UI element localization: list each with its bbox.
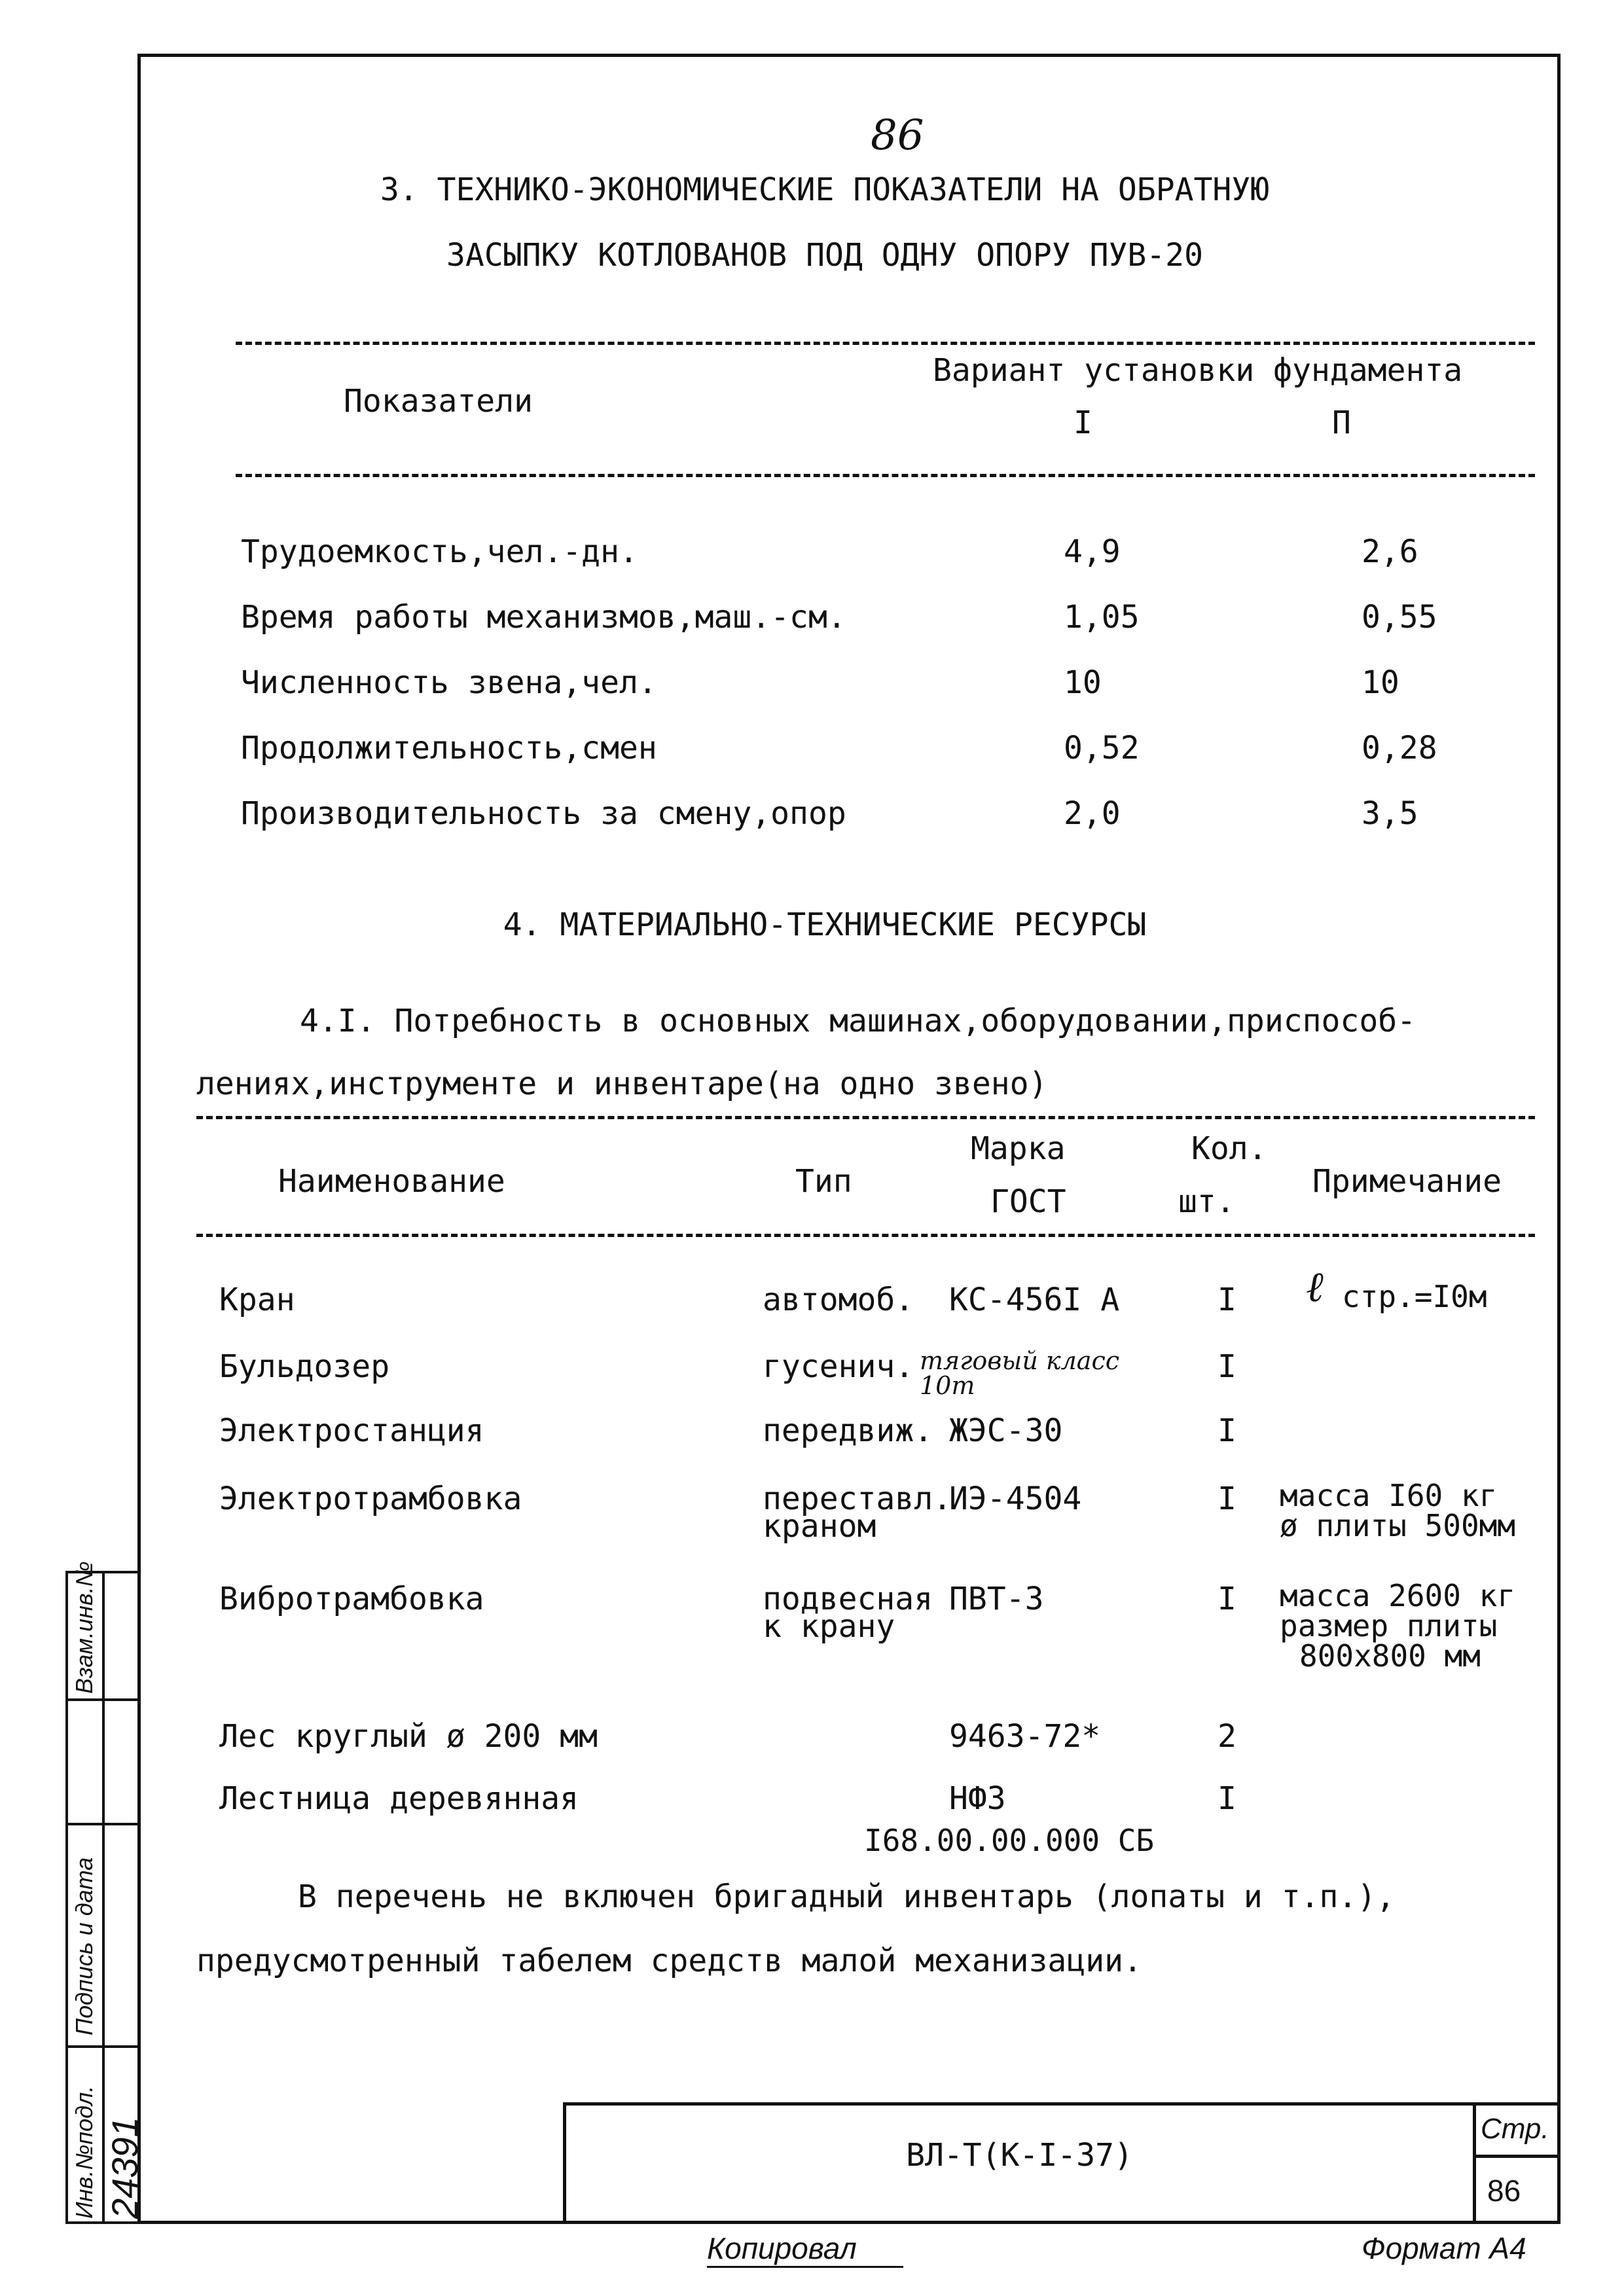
table2-row-brand: НФЗ	[949, 1780, 1006, 1817]
table1-row-variant1: 0,52	[1064, 730, 1140, 766]
table2-row-name: Электротрамбовка	[219, 1480, 522, 1517]
table2-row-type: переставл.	[763, 1480, 952, 1517]
table1-row-label: Продолжительность,смен	[241, 730, 657, 766]
table2-row-name: Кран	[219, 1282, 295, 1318]
section4-intro-line1: 4.I. Потребность в основных машинах,оборудовании,приспособ-	[300, 1003, 1416, 1039]
table2-row-qty: I	[1218, 1581, 1236, 1617]
table2-row-qty: I	[1218, 1412, 1236, 1449]
table1-header-variant-1: I	[1074, 404, 1092, 441]
section4-intro-line2: лениях,инструменте и инвентаре(на одно звено)	[196, 1066, 1048, 1102]
side-stamp-inv-number: 24391	[104, 2117, 145, 2219]
table2-row-qty: I	[1218, 1282, 1236, 1318]
table1-row-variant1: 1,05	[1064, 599, 1140, 636]
table2-row-qty: I	[1218, 1780, 1236, 1817]
table2-row-note-line2: ø плиты 500мм	[1280, 1508, 1516, 1543]
side-stamp-sign-date: Подпись и дата	[71, 1857, 98, 2036]
table1-header-variant: Вариант установки фундамента	[933, 352, 1463, 389]
table2-row-name: Лес круглый ø 200 мм	[219, 1718, 598, 1755]
table2-row-type-line2: краном	[763, 1508, 876, 1545]
title-block-page-divider	[1473, 2102, 1476, 2224]
table1-row-variant2: 2,6	[1362, 533, 1418, 570]
table2-header-qty-l1: Кол.	[1191, 1130, 1267, 1167]
footnote-line2: предусмотренный табелем средств малой механизации.	[196, 1943, 1142, 1979]
section3-title-line1: 3. ТЕХНИКО-ЭКОНОМИЧЕСКИЕ ПОКАЗАТЕЛИ НА ОБРАТНУЮ	[380, 171, 1270, 208]
table2-row-brand: ИЭ-4504	[949, 1480, 1082, 1517]
table2-row-type: передвиж.	[763, 1412, 933, 1449]
side-stamp-inv-podl: Инв.№подл.	[71, 2085, 98, 2219]
table2-header-brand-l2: ГОСТ	[990, 1183, 1066, 1220]
side-stamp-vzam: Взам.инв.№	[71, 1561, 98, 1694]
table2-row-type: подвесная	[763, 1581, 933, 1617]
table2-row-brand: ЖЭС-30	[949, 1412, 1063, 1449]
table2-row-note: стр.=I0м	[1342, 1279, 1487, 1314]
table1-header-indicators: Показатели	[344, 383, 533, 420]
boom-length-symbol: ℓ	[1306, 1263, 1324, 1312]
table1-row-label: Время работы механизмов,маш.-см.	[241, 599, 846, 636]
table2-row-name: Электростанция	[219, 1412, 484, 1449]
table2-row-note: масса I60 кг	[1280, 1478, 1498, 1513]
table2-row-qty: 2	[1218, 1718, 1236, 1755]
table2-row-brand: 9463-72*	[949, 1718, 1101, 1755]
table2-row-brand: КС-456I А	[949, 1282, 1120, 1318]
table1-header-variant-2: П	[1332, 404, 1351, 441]
table2-row-note: масса 2600 кг	[1280, 1578, 1516, 1613]
table2-row-qty: I	[1218, 1480, 1236, 1517]
table2-header-name: Наименование	[278, 1163, 505, 1200]
table2-header-note: Примечание	[1312, 1163, 1502, 1200]
section4-title: 4. МАТЕРИАЛЬНО-ТЕХНИЧЕСКИЕ РЕСУРСЫ	[503, 906, 1147, 943]
table2-row-name: Лестница деревянная	[219, 1780, 579, 1817]
table1-row-variant2: 0,28	[1362, 730, 1437, 766]
table2-row-brand: ПВТ-3	[949, 1581, 1044, 1617]
table2-row-type: гусенич.	[763, 1348, 914, 1385]
table2-row-note-line2: размер плиты	[1280, 1608, 1498, 1643]
table2-row-type: автомоб.	[763, 1282, 914, 1318]
table1-row-label: Производительность за смену,опор	[241, 795, 846, 832]
title-block-page-rule	[1473, 2155, 1561, 2158]
title-block-top-rule	[563, 2102, 1561, 2106]
table2-row-brand: тяговый класс 10т	[920, 1346, 1120, 1400]
ladder-doc-ref: I68.00.00.000 СБ	[864, 1823, 1155, 1858]
page-label: Стр.	[1481, 2113, 1549, 2145]
page-number: 86	[1487, 2174, 1521, 2208]
table2-header-type: Тип	[795, 1163, 852, 1200]
footnote-line1: В перечень не включен бригадный инвентарь (лопаты и т.п.),	[298, 1878, 1396, 1915]
side-stamp-rule-1	[65, 1698, 141, 1701]
table2-top-rule	[196, 1116, 1535, 1119]
table2-row-name: Вибротрамбовка	[219, 1581, 484, 1617]
table2-row-name: Бульдозер	[219, 1348, 390, 1385]
side-stamp-rule-2	[65, 1823, 141, 1825]
table1-top-rule	[236, 342, 1535, 345]
side-stamp-rule-3	[65, 2045, 141, 2048]
table2-row-type-line2: к крану	[763, 1608, 895, 1645]
table1-row-variant1: 10	[1064, 664, 1102, 701]
section3-title-line2: ЗАСЫПКУ КОТЛОВАНОВ ПОД ОДНУ ОПОРУ ПУВ-20	[446, 237, 1203, 274]
table1-row-label: Трудоемкость,чел.-дн.	[241, 533, 638, 570]
table1-row-variant2: 10	[1362, 664, 1399, 701]
table2-row-qty: I	[1218, 1348, 1236, 1385]
table2-header-brand-l1: Марка	[971, 1130, 1066, 1167]
copied-label: Копировал	[707, 2231, 903, 2268]
table1-row-variant1: 2,0	[1064, 795, 1121, 832]
format-label: Формат А4	[1362, 2231, 1526, 2265]
page-mark: 86	[871, 111, 924, 160]
doc-code: ВЛ-Т(К-I-37)	[906, 2137, 1133, 2174]
table1-header-rule	[236, 474, 1535, 477]
table2-row-note-line3: 800х800 мм	[1299, 1638, 1481, 1674]
table1-row-label: Численность звена,чел.	[241, 664, 657, 701]
table1-row-variant2: 3,5	[1362, 795, 1418, 832]
table1-row-variant1: 4,9	[1064, 533, 1121, 570]
table2-header-qty-l2: шт.	[1178, 1183, 1235, 1220]
table1-row-variant2: 0,55	[1362, 599, 1437, 636]
table2-header-rule	[196, 1234, 1535, 1237]
